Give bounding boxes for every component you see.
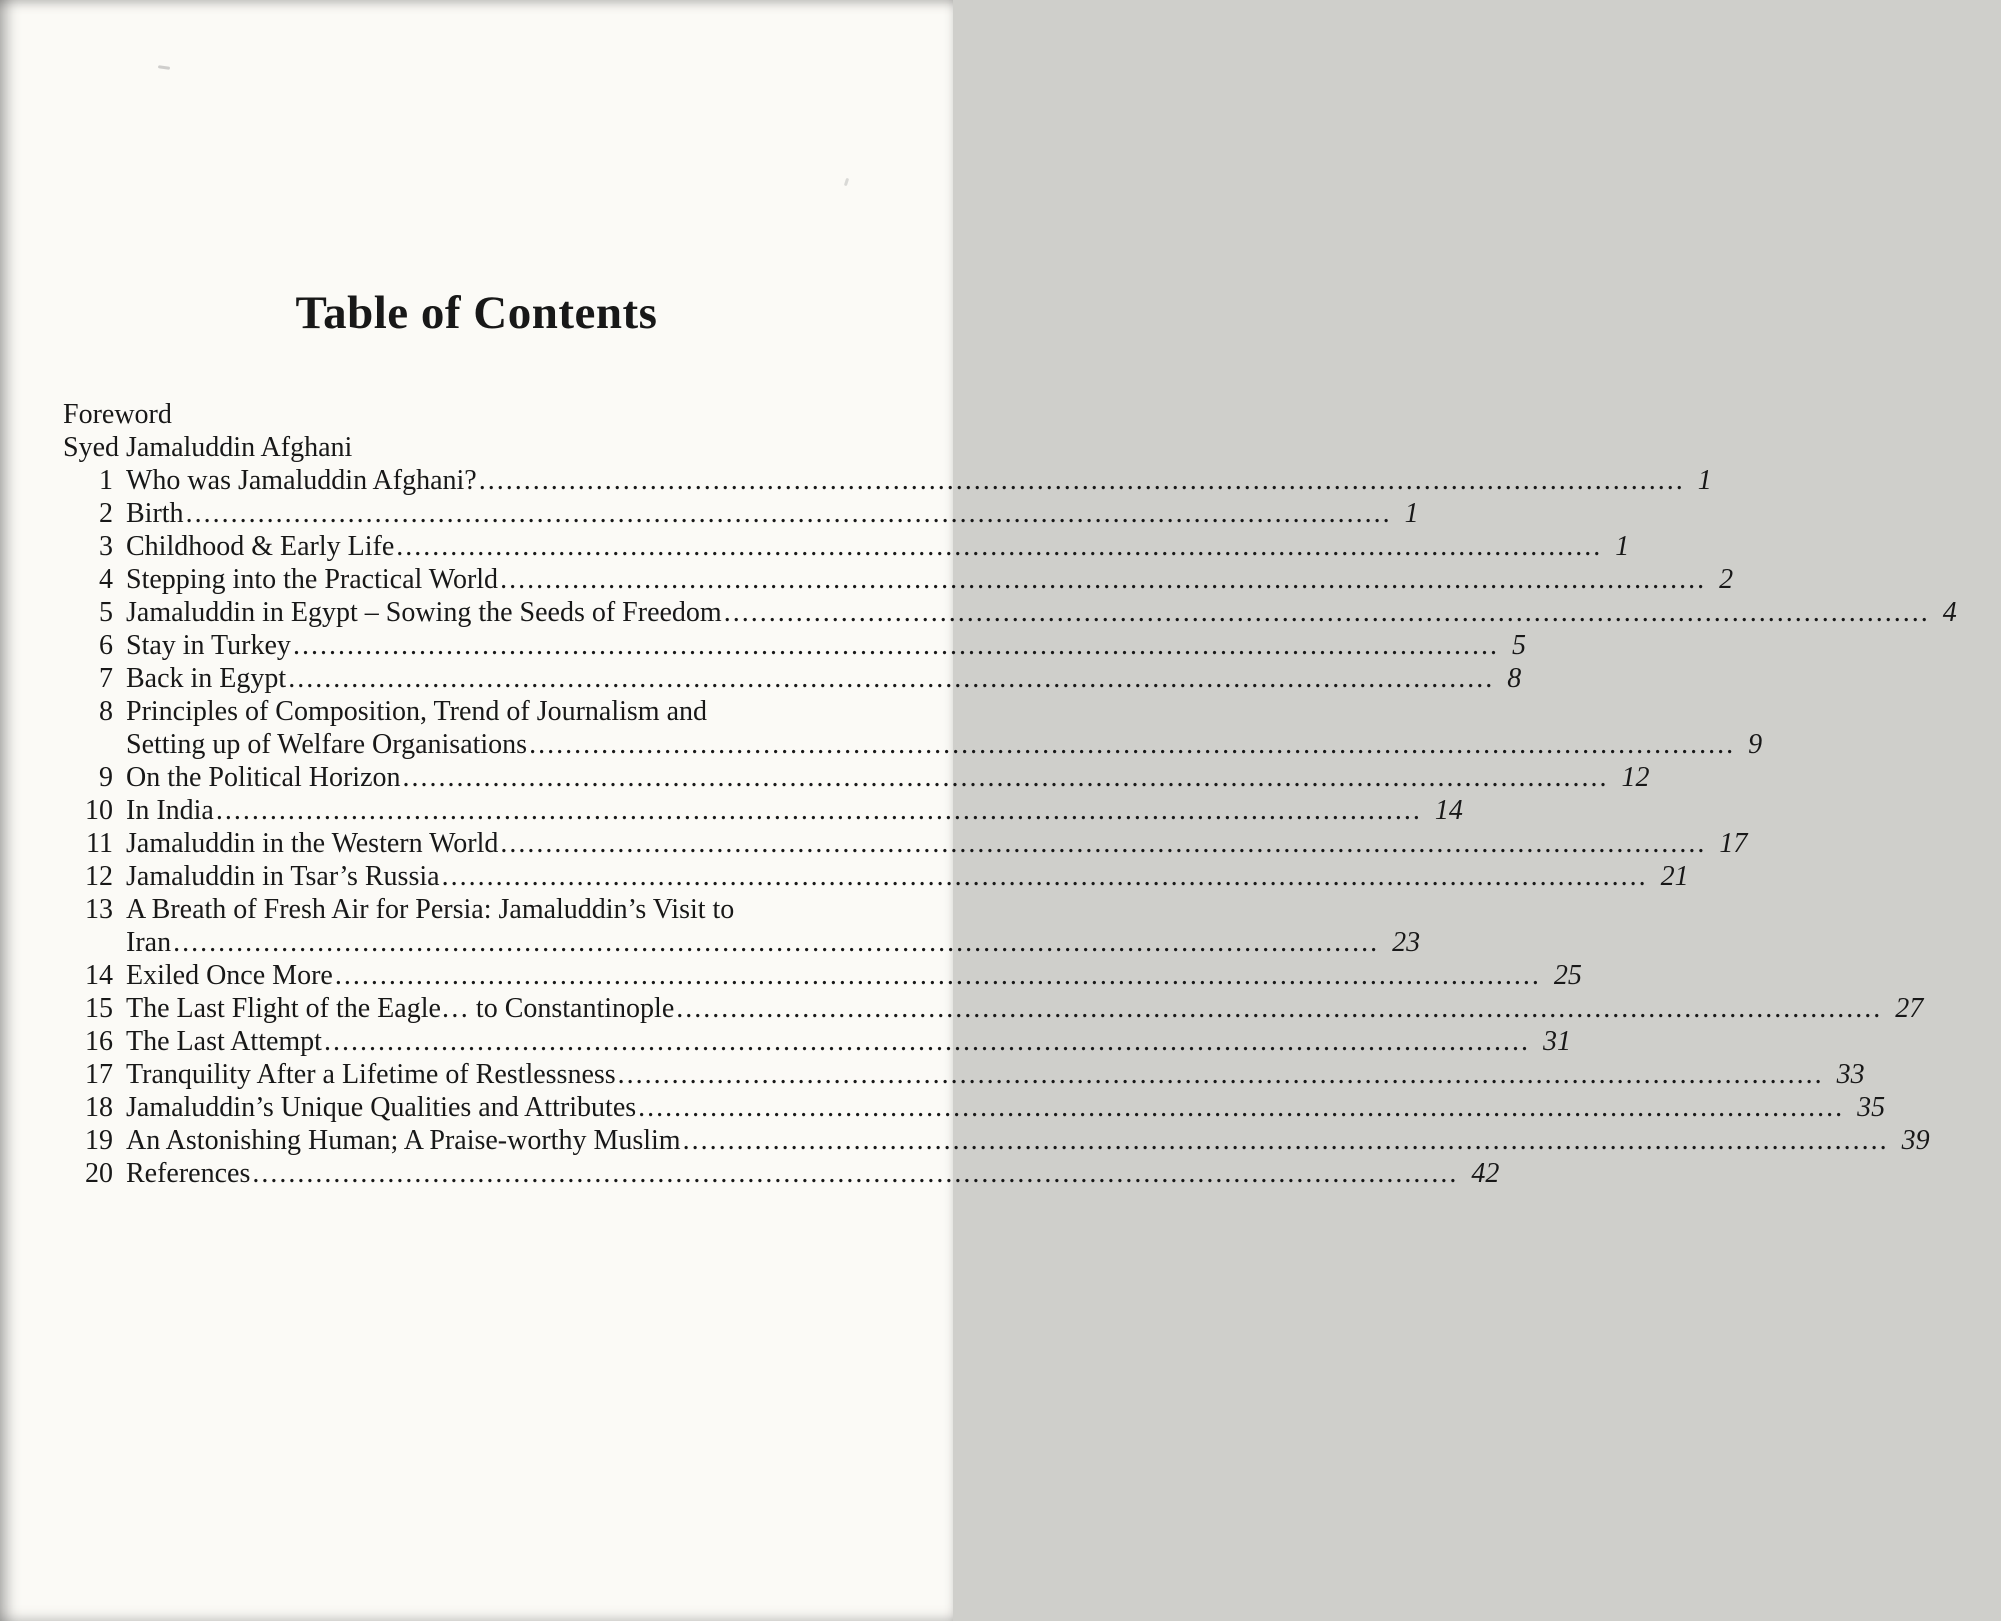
entry-title-line [126, 761, 1609, 794]
entry-page-number: 9 [1748, 729, 1763, 760]
entry-title-text: In India [126, 795, 214, 826]
entry-title [126, 761, 1609, 794]
entry-title [126, 1025, 1530, 1058]
entry-title [126, 1157, 1458, 1190]
page-title: Table of Contents [295, 287, 658, 339]
dot-leader [403, 761, 1609, 794]
entry-title-text: Stepping into the Practical World [126, 564, 499, 595]
entry-title-text: Childhood & Early Life [126, 531, 395, 562]
entry-title [126, 860, 1648, 893]
entry-title-text: The Last Attempt [126, 1026, 322, 1057]
entry-title-text: Principles of Composition, Trend of Journalism and [126, 696, 707, 727]
toc-entry [63, 695, 1763, 761]
dot-leader [442, 860, 1648, 893]
entry-title-line [126, 926, 1379, 959]
toc-entry [63, 629, 1526, 662]
entry-title-line [126, 1091, 1844, 1124]
dot-leader [724, 596, 1930, 629]
entry-title [126, 794, 1422, 827]
entry-title-text: Jamaluddin in Tsar’s Russia [126, 861, 440, 892]
entry-title [126, 464, 1685, 497]
entry-title-text: Stay in Turkey [126, 630, 291, 661]
entry-title-text: Who was Jamaluddin Afghani? [126, 465, 477, 496]
toc-entry [63, 530, 1630, 563]
entry-number: 16 [85, 1026, 113, 1057]
entry-title [126, 530, 1602, 563]
entry-title [126, 893, 1379, 959]
dot-leader [324, 1025, 1530, 1058]
entry-page-number: 39 [1901, 1125, 1930, 1156]
entry-title-text: Tranquility After a Lifetime of Restlessness [126, 1059, 616, 1090]
toc-entry [63, 596, 1957, 629]
entry-page-number: 2 [1719, 564, 1734, 595]
dot-leader [479, 464, 1685, 497]
entry-page-number: 31 [1542, 1026, 1571, 1057]
front-matter-item: Foreword [63, 399, 172, 430]
entry-number: 17 [85, 1059, 113, 1090]
toc-entry [63, 827, 1748, 860]
toc-entry [63, 761, 1650, 794]
toc-entry [63, 497, 1419, 530]
entry-title-line [126, 794, 1422, 827]
toc-entry [63, 794, 1463, 827]
entry-title [126, 992, 1882, 1025]
entry-title-line [126, 1157, 1458, 1190]
toc-entry [63, 1157, 1500, 1190]
dot-leader [216, 794, 1422, 827]
dot-leader [288, 662, 1494, 695]
dot-leader [335, 959, 1541, 992]
entry-page-number: 1 [1615, 531, 1630, 562]
entry-title-line [126, 1124, 1889, 1157]
entry-number: 13 [85, 894, 113, 925]
entry-title [126, 1058, 1824, 1091]
toc-entry [63, 1058, 1865, 1091]
entry-title-text: Jamaluddin’s Unique Qualities and Attributes [126, 1092, 637, 1123]
entry-title-text: References [126, 1158, 251, 1189]
entry-title-line [126, 662, 1494, 695]
toc-entry [63, 992, 1924, 1025]
entry-title-line [126, 860, 1648, 893]
entry-number: 9 [99, 762, 113, 793]
entry-page-number: 35 [1857, 1092, 1886, 1123]
table-of-contents [63, 398, 1957, 1190]
dot-leader [500, 563, 1706, 596]
dot-leader [618, 1058, 1824, 1091]
dot-leader [173, 926, 1379, 959]
entry-page-number: 4 [1942, 597, 1957, 628]
toc-entries [63, 464, 1957, 1190]
entry-number: 3 [99, 531, 113, 562]
entry-page-number: 21 [1660, 861, 1689, 892]
entry-number: 1 [99, 465, 113, 496]
entry-title-line [126, 464, 1685, 497]
dot-leader [252, 1157, 1458, 1190]
entry-title-text: On the Political Horizon [126, 762, 401, 793]
toc-entry [63, 1025, 1571, 1058]
entry-number: 12 [85, 861, 113, 892]
entry-title-text: The Last Flight of the Eagle… to Constantinople [126, 993, 675, 1024]
entry-title-line [126, 959, 1541, 992]
entry-title-text: A Breath of Fresh Air for Persia: Jamaluddin’s Visit to [126, 894, 735, 925]
entry-number: 7 [99, 663, 113, 694]
toc-entry [63, 464, 1712, 497]
entry-title-line [126, 827, 1706, 860]
entry-title-line [126, 563, 1706, 596]
entry-title-text: Setting up of Welfare Organisations [126, 729, 528, 760]
entry-number: 2 [99, 498, 113, 529]
entry-page-number: 23 [1392, 927, 1421, 958]
entry-title-line [126, 530, 1602, 563]
dot-leader [293, 629, 1499, 662]
dot-leader [676, 992, 1882, 1025]
entry-number: 10 [85, 795, 113, 826]
entry-title-line [126, 728, 1735, 761]
dot-leader [638, 1091, 1844, 1124]
entry-title-text: An Astonishing Human; A Praise-worthy Muslim [126, 1125, 681, 1156]
entry-number: 4 [99, 564, 113, 595]
dot-leader [500, 827, 1706, 860]
entry-title-line [126, 1058, 1824, 1091]
entry-page-number: 14 [1434, 795, 1463, 826]
entry-page-number: 17 [1719, 828, 1748, 859]
toc-entry [63, 959, 1582, 992]
entry-page-number: 8 [1507, 663, 1522, 694]
entry-title-line [126, 992, 1882, 1025]
entry-title-line [126, 1025, 1530, 1058]
toc-entry [63, 893, 1421, 959]
entry-title [126, 1124, 1889, 1157]
entry-title-text: Jamaluddin in Egypt – Sowing the Seeds of Freedom [126, 597, 722, 628]
toc-entry [63, 1091, 1886, 1124]
entry-number: 6 [99, 630, 113, 661]
toc-entry [63, 662, 1522, 695]
entry-page-number: 1 [1697, 465, 1712, 496]
entry-title [126, 629, 1499, 662]
entry-page-number: 12 [1621, 762, 1650, 793]
toc-entry [63, 563, 1734, 596]
entry-title-text: Jamaluddin in the Western World [126, 828, 499, 859]
entry-title-text: Back in Egypt [126, 663, 287, 694]
entry-number: 15 [85, 993, 113, 1024]
entry-title-text: Exiled Once More [126, 960, 333, 991]
entry-title-text: Iran [126, 927, 172, 958]
dot-leader [529, 728, 1735, 761]
entry-number: 5 [99, 597, 113, 628]
entry-page-number: 27 [1895, 993, 1924, 1024]
entry-page-number: 33 [1836, 1059, 1865, 1090]
toc-entry [63, 860, 1689, 893]
entry-title-line [126, 596, 1930, 629]
entry-number: 11 [86, 828, 113, 859]
entry-title-text: Birth [126, 498, 184, 529]
entry-page-number: 5 [1511, 630, 1526, 661]
entry-number: 18 [85, 1092, 113, 1123]
entry-title [126, 563, 1706, 596]
dot-leader [186, 497, 1392, 530]
entry-title-line [126, 629, 1499, 662]
entry-title [126, 827, 1706, 860]
entry-title [126, 497, 1392, 530]
entry-number: 20 [85, 1158, 113, 1189]
entry-title [126, 959, 1541, 992]
entry-title-line [126, 893, 1379, 926]
entry-title [126, 1091, 1844, 1124]
entry-page-number: 1 [1404, 498, 1419, 529]
entry-title [126, 596, 1930, 629]
entry-page-number: 25 [1553, 960, 1582, 991]
entry-title-line [126, 497, 1392, 530]
entry-page-number: 42 [1471, 1158, 1500, 1189]
front-matter-item: Syed Jamaluddin Afghani [63, 432, 353, 463]
dot-leader [396, 530, 1602, 563]
entry-number: 14 [85, 960, 113, 991]
entry-title [126, 695, 1735, 761]
entry-number: 19 [85, 1125, 113, 1156]
entry-number: 8 [99, 696, 113, 727]
entry-title-line [126, 695, 1735, 728]
dot-leader [683, 1124, 1889, 1157]
entry-title [126, 662, 1494, 695]
toc-entry [63, 1124, 1930, 1157]
